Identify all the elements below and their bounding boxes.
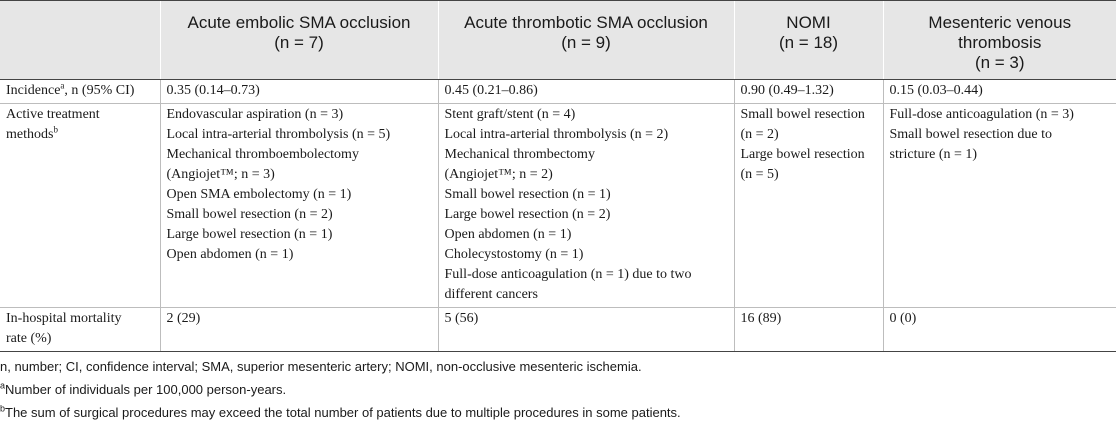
- footnote-b: $^b$The sum of surgical procedures may exceed the total number of patients due to multiple procedures in some patients.: [0, 403, 681, 420]
- list-item: Endovascular aspiration (n = 3): [166, 107, 344, 122]
- table-footnotes: [0, 355, 1116, 424]
- incidence-embolic: 0.35 (0.14–0.73): [160, 80, 438, 104]
- header-row: [0, 1, 1116, 80]
- header-nomi-title: NOMI: [786, 13, 831, 32]
- list-item: Full-dose anticoagulation (n = 1) due to two: [444, 267, 692, 282]
- list-item: Local intra-arterial thrombolysis (n = 2): [444, 127, 669, 142]
- mortality-venous: 0 (0): [883, 308, 1116, 352]
- list-item: Open SMA embolectomy (n = 1): [166, 187, 352, 202]
- table-row-incidence: [0, 80, 1116, 104]
- list-item: (Angiojet™; n = 2): [444, 167, 553, 182]
- mortality-nomi: 16 (89): [734, 308, 883, 352]
- list-item: Large bowel resection: [740, 147, 865, 162]
- list-item: Mechanical thrombectomy: [444, 147, 595, 162]
- mortality-embolic: 2 (29): [160, 308, 438, 352]
- header-nomi-n: (n = 18): [778, 33, 839, 52]
- mortality-label: In-hospital mortality rate (%): [0, 308, 160, 352]
- mortality-thrombotic: 5 (56): [438, 308, 734, 352]
- list-item: (n = 5): [740, 167, 779, 182]
- header-embolic: [160, 1, 438, 80]
- list-item: Large bowel resection (n = 2): [444, 207, 611, 222]
- list-item: (n = 2): [740, 127, 779, 142]
- header-embolic-title: Acute embolic SMA occlusion: [187, 13, 411, 32]
- list-item: Open abdomen (n = 1): [444, 227, 572, 242]
- header-venous-n: (n = 3): [974, 53, 1025, 72]
- list-item: Stent graft/stent (n = 4): [444, 107, 576, 122]
- incidence-venous: 0.15 (0.03–0.44): [883, 80, 1116, 104]
- footnote-abbreviations: n, number; CI, confidence interval; SMA, superior mesenteric artery; NOMI, non-occlusive mesenteric ischemia.: [0, 359, 642, 374]
- incidence-thrombotic: 0.45 (0.21–0.86): [438, 80, 734, 104]
- list-item: Local intra-arterial thrombolysis (n = 5): [166, 127, 391, 142]
- treatment-thrombotic: [438, 104, 734, 308]
- header-embolic-n: (n = 7): [274, 33, 324, 52]
- treatment-venous: [883, 104, 1116, 308]
- incidence-nomi: 0.90 (0.49–1.32): [734, 80, 883, 104]
- list-item: Cholecystostomy (n = 1): [444, 247, 584, 262]
- header-thrombotic: [438, 1, 734, 80]
- header-empty-cell: [0, 1, 160, 80]
- list-item: Mechanical thromboembolectomy: [166, 147, 359, 162]
- list-item: Open abdomen (n = 1): [166, 247, 294, 262]
- table-row-treatment: [0, 104, 1116, 308]
- header-thrombotic-title: Acute thrombotic SMA occlusion: [464, 13, 708, 32]
- list-item: Small bowel resection due to: [889, 127, 1053, 142]
- treatment-label: Active treatment methods$^b$: [0, 104, 160, 308]
- list-item: Full-dose anticoagulation (n = 3): [889, 107, 1074, 122]
- table-row-mortality: [0, 308, 1116, 352]
- header-thrombotic-n: (n = 9): [561, 33, 611, 52]
- header-nomi: [734, 1, 883, 80]
- list-item: Small bowel resection (n = 1): [444, 187, 611, 202]
- list-item: (Angiojet™; n = 3): [166, 167, 275, 182]
- incidence-label: Incidence$^a$, n (95% CI): [0, 80, 160, 104]
- footnote-a: $^a$Number of individuals per 100,000 person-years.: [0, 380, 287, 397]
- list-item: Small bowel resection: [740, 107, 865, 122]
- treatment-nomi: [734, 104, 883, 308]
- list-item: Large bowel resection (n = 1): [166, 227, 333, 242]
- header-venous: [883, 1, 1116, 80]
- header-venous-title: Mesenteric venous thrombosis: [928, 13, 1072, 52]
- list-item: stricture (n = 1): [889, 147, 978, 162]
- list-item: Small bowel resection (n = 2): [166, 207, 333, 222]
- list-item: different cancers: [444, 287, 538, 302]
- treatment-embolic: [160, 104, 438, 308]
